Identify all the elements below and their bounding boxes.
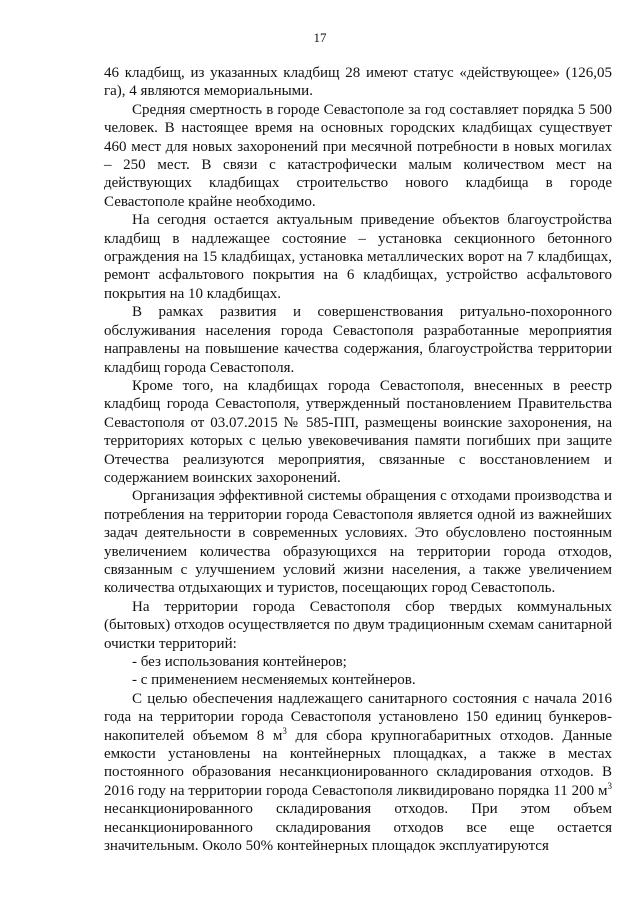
paragraph-military-burials: Кроме того, на кладбищах города Севастополя, внесенных в реестр кладбищ города Севастополя, утвержденный постановлением Правительства Севастополя от 03.07.2015 № 585-ПП, размещены воинские захоронения, на территориях которых с целью увековечивания памяти погибших при защите Отечества реализуются мероприятия, связанные с восстановлением и содержанием воинских захоронений. [104, 377, 612, 486]
superscript: 3 [282, 725, 287, 736]
paragraph-waste-collection: На территории города Севастополя сбор твердых коммунальных (бытовых) отходов осуществляется по двум традиционным схемам санитарной очистки территорий: [104, 598, 612, 652]
superscript: 3 [607, 780, 612, 791]
list-item: - без использования контейнеров; [132, 654, 347, 670]
paragraph-funeral-services: В рамках развития и совершенствования ритуально-похоронного обслуживания населения города Севастополя разработанные мероприятия направлены на повышение качества содержания, благоустройства территории кладбищ города Севастополя. [104, 304, 612, 376]
paragraph-bunkers [104, 690, 612, 856]
paragraph-cemeteries-count: 46 кладбищ, из указанных кладбищ 28 имеют статус «действующее» (126,05 га), 4 являются мемориальными. [104, 65, 612, 100]
text-segment: несанкционированного складирования отходов. При этом объем несанкционированного складирования отходов все еще остается значительным. Около 50% контейнерных площадок эксплуатируются [104, 801, 612, 855]
document-body [104, 64, 612, 855]
text-segment: для сбора крупногабаритных отходов. Данные емкости установлены на контейнерных площадках, а также в местах постоянного образования несанкционированного складирования отходов. В 2016 году на территории города Севастополя ликвидировано порядка 11 200 м [104, 727, 613, 799]
list-item: - с применением несменяемых контейнеров. [132, 672, 416, 689]
page-number: 17 [313, 30, 327, 45]
text-segment: С целью обеспечения надлежащего санитарного состояния с начала 2016 года на территории города Севастополя установлено 150 единиц бункеров-накопителей объемом 8 м [104, 690, 612, 744]
paragraph-landscaping: На сегодня остается актуальным приведение объектов благоустройства кладбищ в надлежащее состояние – установка секционного бетонного ограждения на 15 кладбищах, установка металлических ворот на 7 кладбищах, ремонт асфальтового покрытия на 6 кладбищах, устройство асфальтового покрытия на 10 кладбищах. [104, 212, 612, 302]
paragraph-waste-management: Организация эффективной системы обращения с отходами производства и потребления на территории города Севастополя является одной из важнейших задач деятельности в современных условиях. Это обусловлено постоянным увеличением количества образующихся на территории города отходов, связанным с улучшением условий жизни населения, а также увеличением количества отдыхающих и туристов, посещающих город Севастополь. [104, 488, 612, 597]
paragraph-mortality: Средняя смертность в городе Севастополе за год составляет порядка 5 500 человек. В настоящее время на основных городских кладбищах существует 460 мест для новых захоронений при месячной потребности в новых могилах – 250 мест. В связи с катастрофически малым количеством мест на действующих кладбищах строительство нового кладбища в городе Севастополе крайне необходимо. [104, 101, 612, 210]
